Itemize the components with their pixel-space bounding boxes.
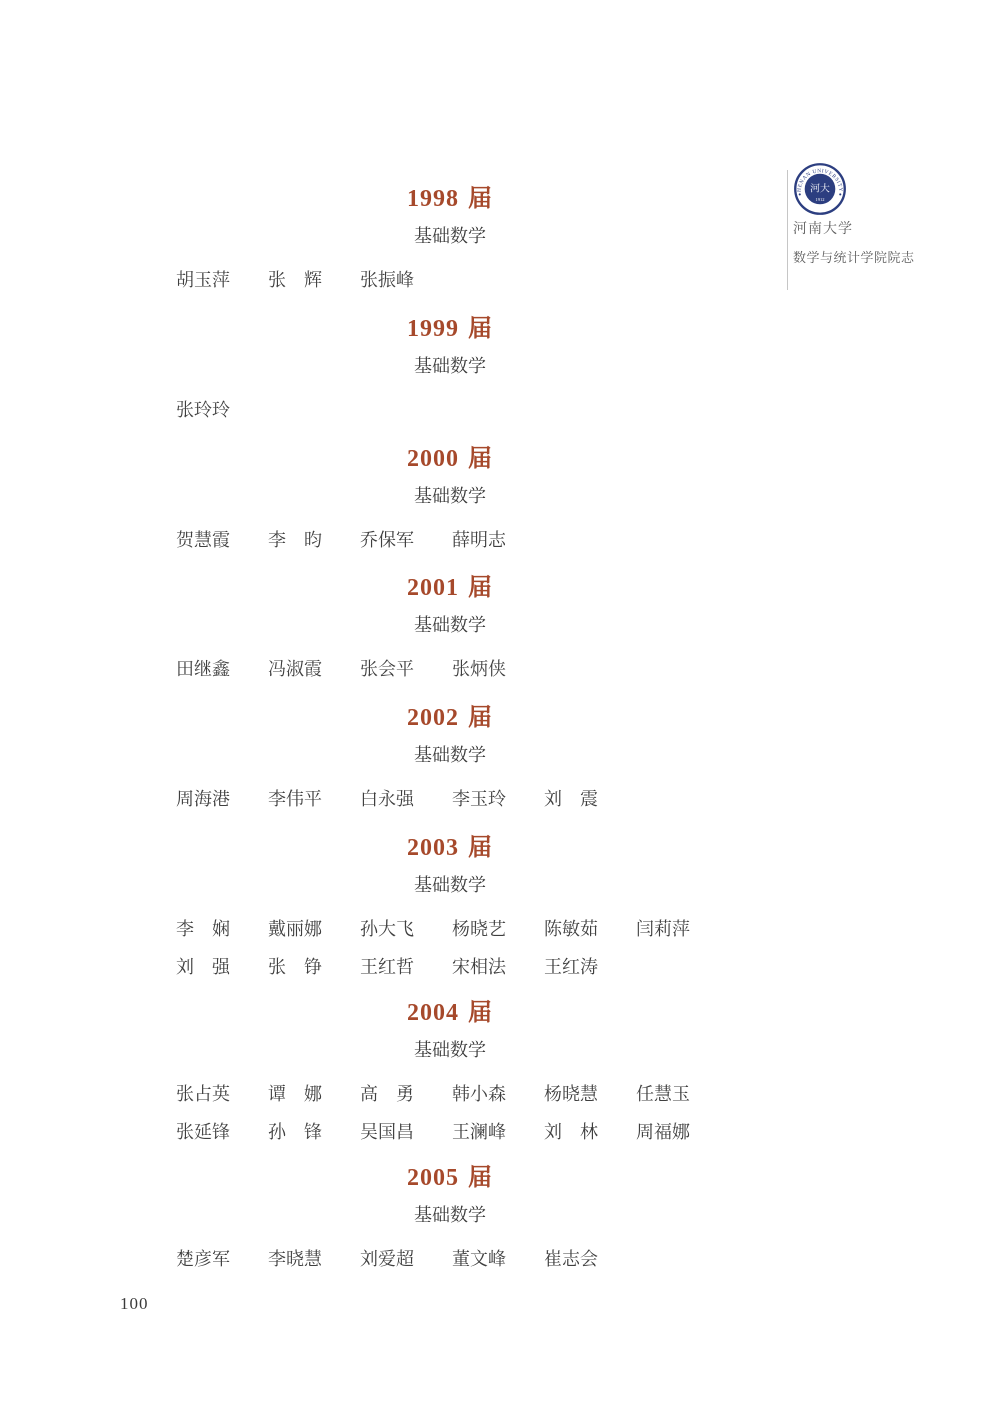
year-number: 2005 bbox=[407, 1165, 459, 1191]
graduate-name: 周福娜 bbox=[636, 1122, 690, 1142]
year-heading bbox=[176, 316, 724, 342]
seal-center-glyph: 河大 bbox=[810, 183, 830, 195]
year-number: 2002 bbox=[407, 705, 459, 731]
year-heading bbox=[176, 1165, 724, 1191]
graduate-name: 吴国昌 bbox=[360, 1122, 414, 1142]
graduate-name: 刘 震 bbox=[544, 789, 598, 809]
year-suffix: 届 bbox=[468, 1165, 493, 1191]
year-suffix: 届 bbox=[468, 316, 493, 342]
names-row bbox=[176, 919, 724, 939]
year-heading bbox=[176, 186, 724, 212]
names-row bbox=[176, 1122, 724, 1142]
graduate-name: 张振峰 bbox=[360, 270, 414, 290]
names-row bbox=[176, 789, 724, 809]
program-name: 基础数学 bbox=[414, 1205, 486, 1225]
graduate-name: 张 辉 bbox=[268, 270, 322, 290]
graduate-name: 张延锋 bbox=[176, 1122, 230, 1142]
names-row bbox=[176, 270, 724, 290]
year-suffix: 届 bbox=[468, 186, 493, 212]
graduate-name: 乔保军 bbox=[360, 530, 414, 550]
graduate-name: 王澜峰 bbox=[452, 1122, 506, 1142]
year-suffix: 届 bbox=[468, 446, 493, 472]
graduate-name: 董文峰 bbox=[452, 1249, 506, 1269]
graduate-name: 杨晓慧 bbox=[544, 1084, 598, 1104]
graduate-name: 张占英 bbox=[176, 1084, 230, 1104]
graduate-name: 张会平 bbox=[360, 659, 414, 679]
graduate-name: 闫莉萍 bbox=[636, 919, 690, 939]
graduate-name: 李 娴 bbox=[176, 919, 230, 939]
year-number: 2001 bbox=[407, 575, 459, 601]
program-name: 基础数学 bbox=[414, 1040, 486, 1060]
graduate-name: 楚彦军 bbox=[176, 1249, 230, 1269]
names-row bbox=[176, 1084, 724, 1104]
names-row bbox=[176, 530, 724, 550]
graduate-name: 贺慧霞 bbox=[176, 530, 230, 550]
graduate-name: 王红涛 bbox=[544, 957, 598, 977]
names-row bbox=[176, 957, 724, 977]
graduate-name: 孙 锋 bbox=[268, 1122, 322, 1142]
names-row bbox=[176, 400, 724, 420]
year-number: 2000 bbox=[407, 446, 459, 472]
seal-ring-text: HENAN UNIVERSITY bbox=[796, 168, 844, 193]
henan-university-seal-icon bbox=[793, 162, 847, 216]
year-heading bbox=[176, 1000, 724, 1026]
year-suffix: 届 bbox=[468, 575, 493, 601]
graduate-name: 崔志会 bbox=[544, 1249, 598, 1269]
program-name: 基础数学 bbox=[414, 745, 486, 765]
graduate-name: 张炳侠 bbox=[452, 659, 506, 679]
year-heading bbox=[176, 705, 724, 731]
graduate-name: 李晓慧 bbox=[268, 1249, 322, 1269]
program-name: 基础数学 bbox=[414, 875, 486, 895]
graduate-name: 李伟平 bbox=[268, 789, 322, 809]
program-name: 基础数学 bbox=[414, 356, 486, 376]
graduate-name: 白永强 bbox=[360, 789, 414, 809]
graduate-name: 冯淑霞 bbox=[268, 659, 322, 679]
graduate-name: 戴丽娜 bbox=[268, 919, 322, 939]
year-suffix: 届 bbox=[468, 1000, 493, 1026]
year-number: 1998 bbox=[407, 186, 459, 212]
page-number: 100 bbox=[120, 1294, 149, 1313]
graduate-name: 张玲玲 bbox=[176, 400, 230, 420]
sidebar-divider-line bbox=[787, 170, 788, 290]
graduate-name: 王红哲 bbox=[360, 957, 414, 977]
graduate-name: 张 铮 bbox=[268, 957, 322, 977]
year-heading bbox=[176, 835, 724, 861]
graduate-name: 薛明志 bbox=[452, 530, 506, 550]
year-suffix: 届 bbox=[468, 835, 493, 861]
graduate-name: 孙大飞 bbox=[360, 919, 414, 939]
year-heading bbox=[176, 446, 724, 472]
graduate-name: 刘爱超 bbox=[360, 1249, 414, 1269]
year-number: 2004 bbox=[407, 1000, 459, 1026]
year-suffix: 届 bbox=[468, 705, 493, 731]
graduate-name: 宋相法 bbox=[452, 957, 506, 977]
graduate-name: 谭 娜 bbox=[268, 1084, 322, 1104]
graduate-name: 李玉玲 bbox=[452, 789, 506, 809]
graduate-name: 韩小森 bbox=[452, 1084, 506, 1104]
graduate-name: 任慧玉 bbox=[636, 1084, 690, 1104]
graduate-name: 周海港 bbox=[176, 789, 230, 809]
year-number: 2003 bbox=[407, 835, 459, 861]
year-heading bbox=[176, 575, 724, 601]
program-name: 基础数学 bbox=[414, 226, 486, 246]
graduate-name: 杨晓艺 bbox=[452, 919, 506, 939]
graduate-name: 高 勇 bbox=[360, 1084, 414, 1104]
program-name: 基础数学 bbox=[414, 486, 486, 506]
graduate-name: 李 昀 bbox=[268, 530, 322, 550]
program-name: 基础数学 bbox=[414, 615, 486, 635]
graduate-name: 刘 强 bbox=[176, 957, 230, 977]
graduate-name: 陈敏茹 bbox=[544, 919, 598, 939]
sidebar-university-name: 河南大学 bbox=[793, 222, 853, 237]
seal-founding-year: 1912 bbox=[815, 197, 825, 203]
year-number: 1999 bbox=[407, 316, 459, 342]
names-row bbox=[176, 659, 724, 679]
names-row bbox=[176, 1249, 724, 1269]
graduate-name: 田继鑫 bbox=[176, 659, 230, 679]
sidebar-volume-title: 数学与统计学院院志 bbox=[793, 250, 915, 265]
graduate-name: 刘 林 bbox=[544, 1122, 598, 1142]
graduate-name: 胡玉萍 bbox=[176, 270, 230, 290]
